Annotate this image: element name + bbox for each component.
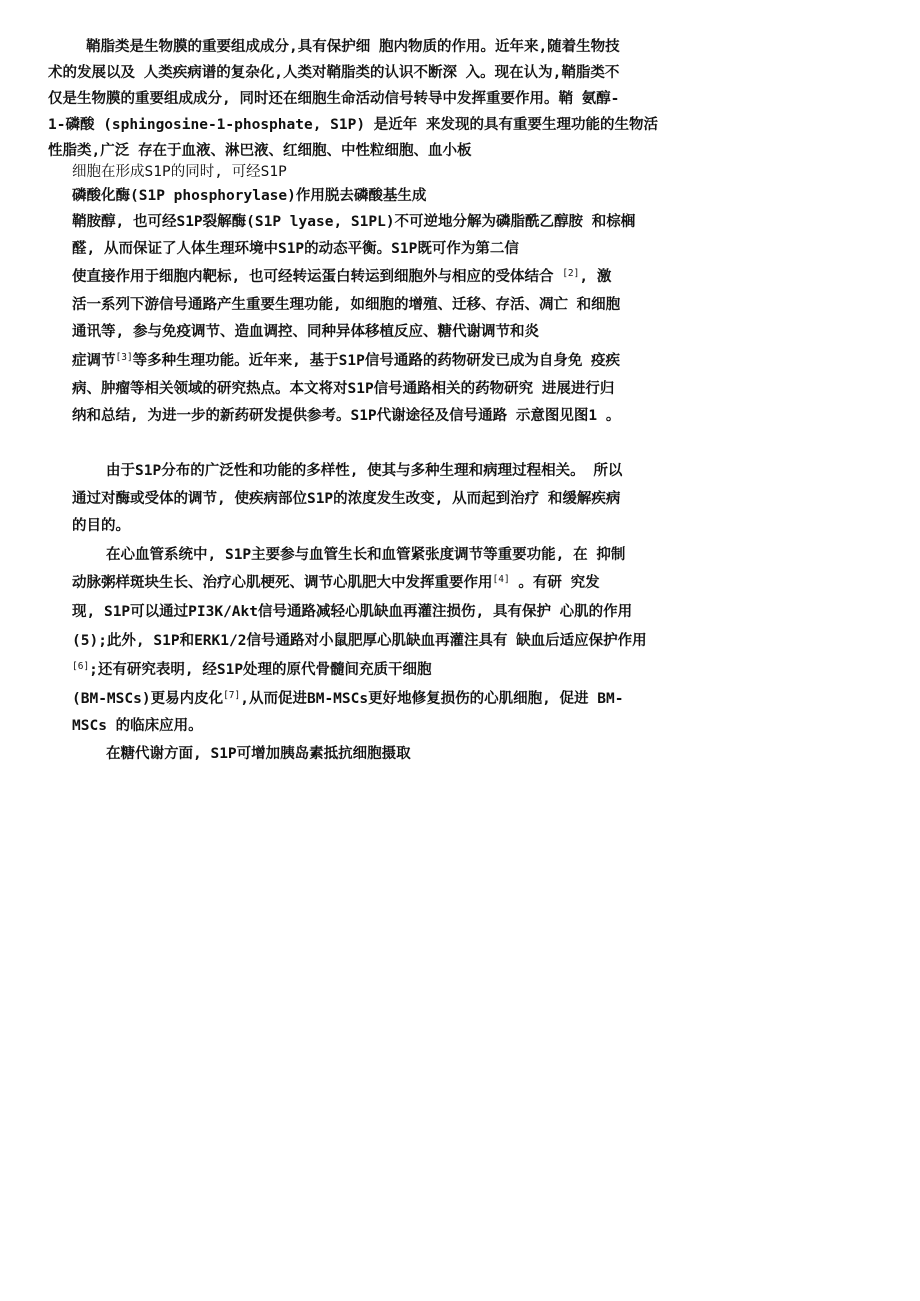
paragraph-2-line-4: 醛, 从而保证了人体生理环境中S1P的动态平衡。S1P既可作为第二信 <box>72 241 519 257</box>
paragraph-5-line-1: 在糖代谢方面, S1P可增加胰岛素抵抗细胞摄取 <box>106 746 411 762</box>
paragraph-2-line-5-tail: , 激 <box>579 269 612 285</box>
citation-ref-7: [7] <box>223 690 241 701</box>
paragraph-4-line-4: (5);此外, S1P和ERK1/2信号通路对小鼠肥厚心肌缺血再灌注具有 缺血后适应保护作用 <box>72 633 647 649</box>
paragraph-1-line-3: 仅是生物膜的重要组成成分, 同时还在细胞生命活动信号转导中发挥重要作用。鞘 氨醇- <box>48 91 620 107</box>
paragraph-3-line-1: 由于S1P分布的广泛性和功能的多样性, 使其与多种生理和病理过程相关。 所以 <box>106 463 623 479</box>
paragraph-1-line-1: 鞘脂类是生物膜的重要组成成分,具有保护细 胞内物质的作用。近年来,随着生物技 <box>86 39 620 55</box>
paragraph-1-line-2: 术的发展以及 人类疾病谱的复杂化,人类对鞘脂类的认识不断深 入。现在认为,鞘脂类不 <box>48 65 620 81</box>
citation-ref-3: [3] <box>115 352 133 363</box>
citation-ref-6: [6] <box>72 661 90 672</box>
paragraph-2-line-5 <box>72 267 611 287</box>
paragraph-4-line-3: 现, S1P可以通过PI3K/Akt信号通路减轻心肌缺血再灌注损伤, 具有保护 心肌的作用 <box>72 604 633 620</box>
paragraph-2-line-2: 磷酸化酶(S1P phosphorylase)作用脱去磷酸基生成 <box>72 188 427 204</box>
paragraph-4-line-6-tail: ,从而促进BM-MSCs更好地修复损伤的心肌细胞, 促进 BM- <box>240 691 624 707</box>
paragraph-4-line-6 <box>72 689 623 709</box>
paragraph-2-line-8-tail: 等多种生理功能。近年来, 基于S1P信号通路的药物研发已成为自身免 疫疾 <box>132 353 621 369</box>
paragraph-4-line-5-text: ;还有研究表明, 经S1P处理的原代骨髓间充质干细胞 <box>89 662 432 678</box>
paragraph-2-line-9: 病、肿瘤等相关领域的研究热点。本文将对S1P信号通路相关的药物研究 进展进行归 <box>72 381 615 397</box>
paragraph-2-line-7: 通讯等, 参与免疫调节、造血调控、同种异体移植反应、糖代谢调节和炎 <box>72 324 539 340</box>
paragraph-1-line-5: 性脂类,广泛 存在于血液、淋巴液、红细胞、中性粒细胞、血小板 <box>48 143 472 159</box>
paragraph-4-line-1: 在心血管系统中, S1P主要参与血管生长和血管紧张度调节等重要功能, 在 抑制 <box>106 547 626 563</box>
paragraph-3-line-3: 的目的。 <box>72 518 130 534</box>
paragraph-2-line-1: 细胞在形成S1P的同时, 可经S1P <box>72 164 287 180</box>
citation-ref-4: [4] <box>492 574 510 585</box>
paragraph-1-line-4: 1-磷酸 (sphingosine-1-phosphate, S1P) 是近年 来发现的具有重要生理功能的生物活 <box>48 117 659 133</box>
paragraph-2-line-8 <box>72 351 620 371</box>
paragraph-4-line-2-text: 动脉粥样斑块生长、治疗心肌梗死、调节心肌肥大中发挥重要作用 <box>72 575 493 591</box>
paragraph-4-line-7: MSCs 的临床应用。 <box>72 718 203 734</box>
paragraph-2-line-6: 活一系列下游信号通路产生重要生理功能, 如细胞的增殖、迁移、存活、凋亡 和细胞 <box>72 297 621 313</box>
paragraph-4-line-6-text: (BM-MSCs)更易内皮化 <box>72 691 224 707</box>
paragraph-2-line-5-text: 使直接作用于细胞内靶标, 也可经转运蛋白转运到细胞外与相应的受体结合 <box>72 269 563 285</box>
paragraph-3-line-2: 通过对酶或受体的调节, 使疾病部位S1P的浓度发生改变, 从而起到治疗 和缓解疾病 <box>72 491 621 507</box>
paragraph-2-line-8-text: 症调节 <box>72 353 116 369</box>
paragraph-4-line-2 <box>72 573 600 593</box>
paragraph-4-line-5 <box>72 660 432 680</box>
paragraph-4-line-2-tail: 。有研 究发 <box>509 575 600 591</box>
paragraph-2-line-10: 纳和总结, 为进一步的新药研发提供参考。S1P代谢途径及信号通路 示意图见图1 。 <box>72 408 621 424</box>
citation-ref-2: [2] <box>562 268 580 279</box>
paragraph-2-line-3: 鞘胺醇, 也可经S1P裂解酶(S1P lyase, S1PL)不可逆地分解为磷脂酰乙醇胺 和棕榈 <box>72 214 636 230</box>
